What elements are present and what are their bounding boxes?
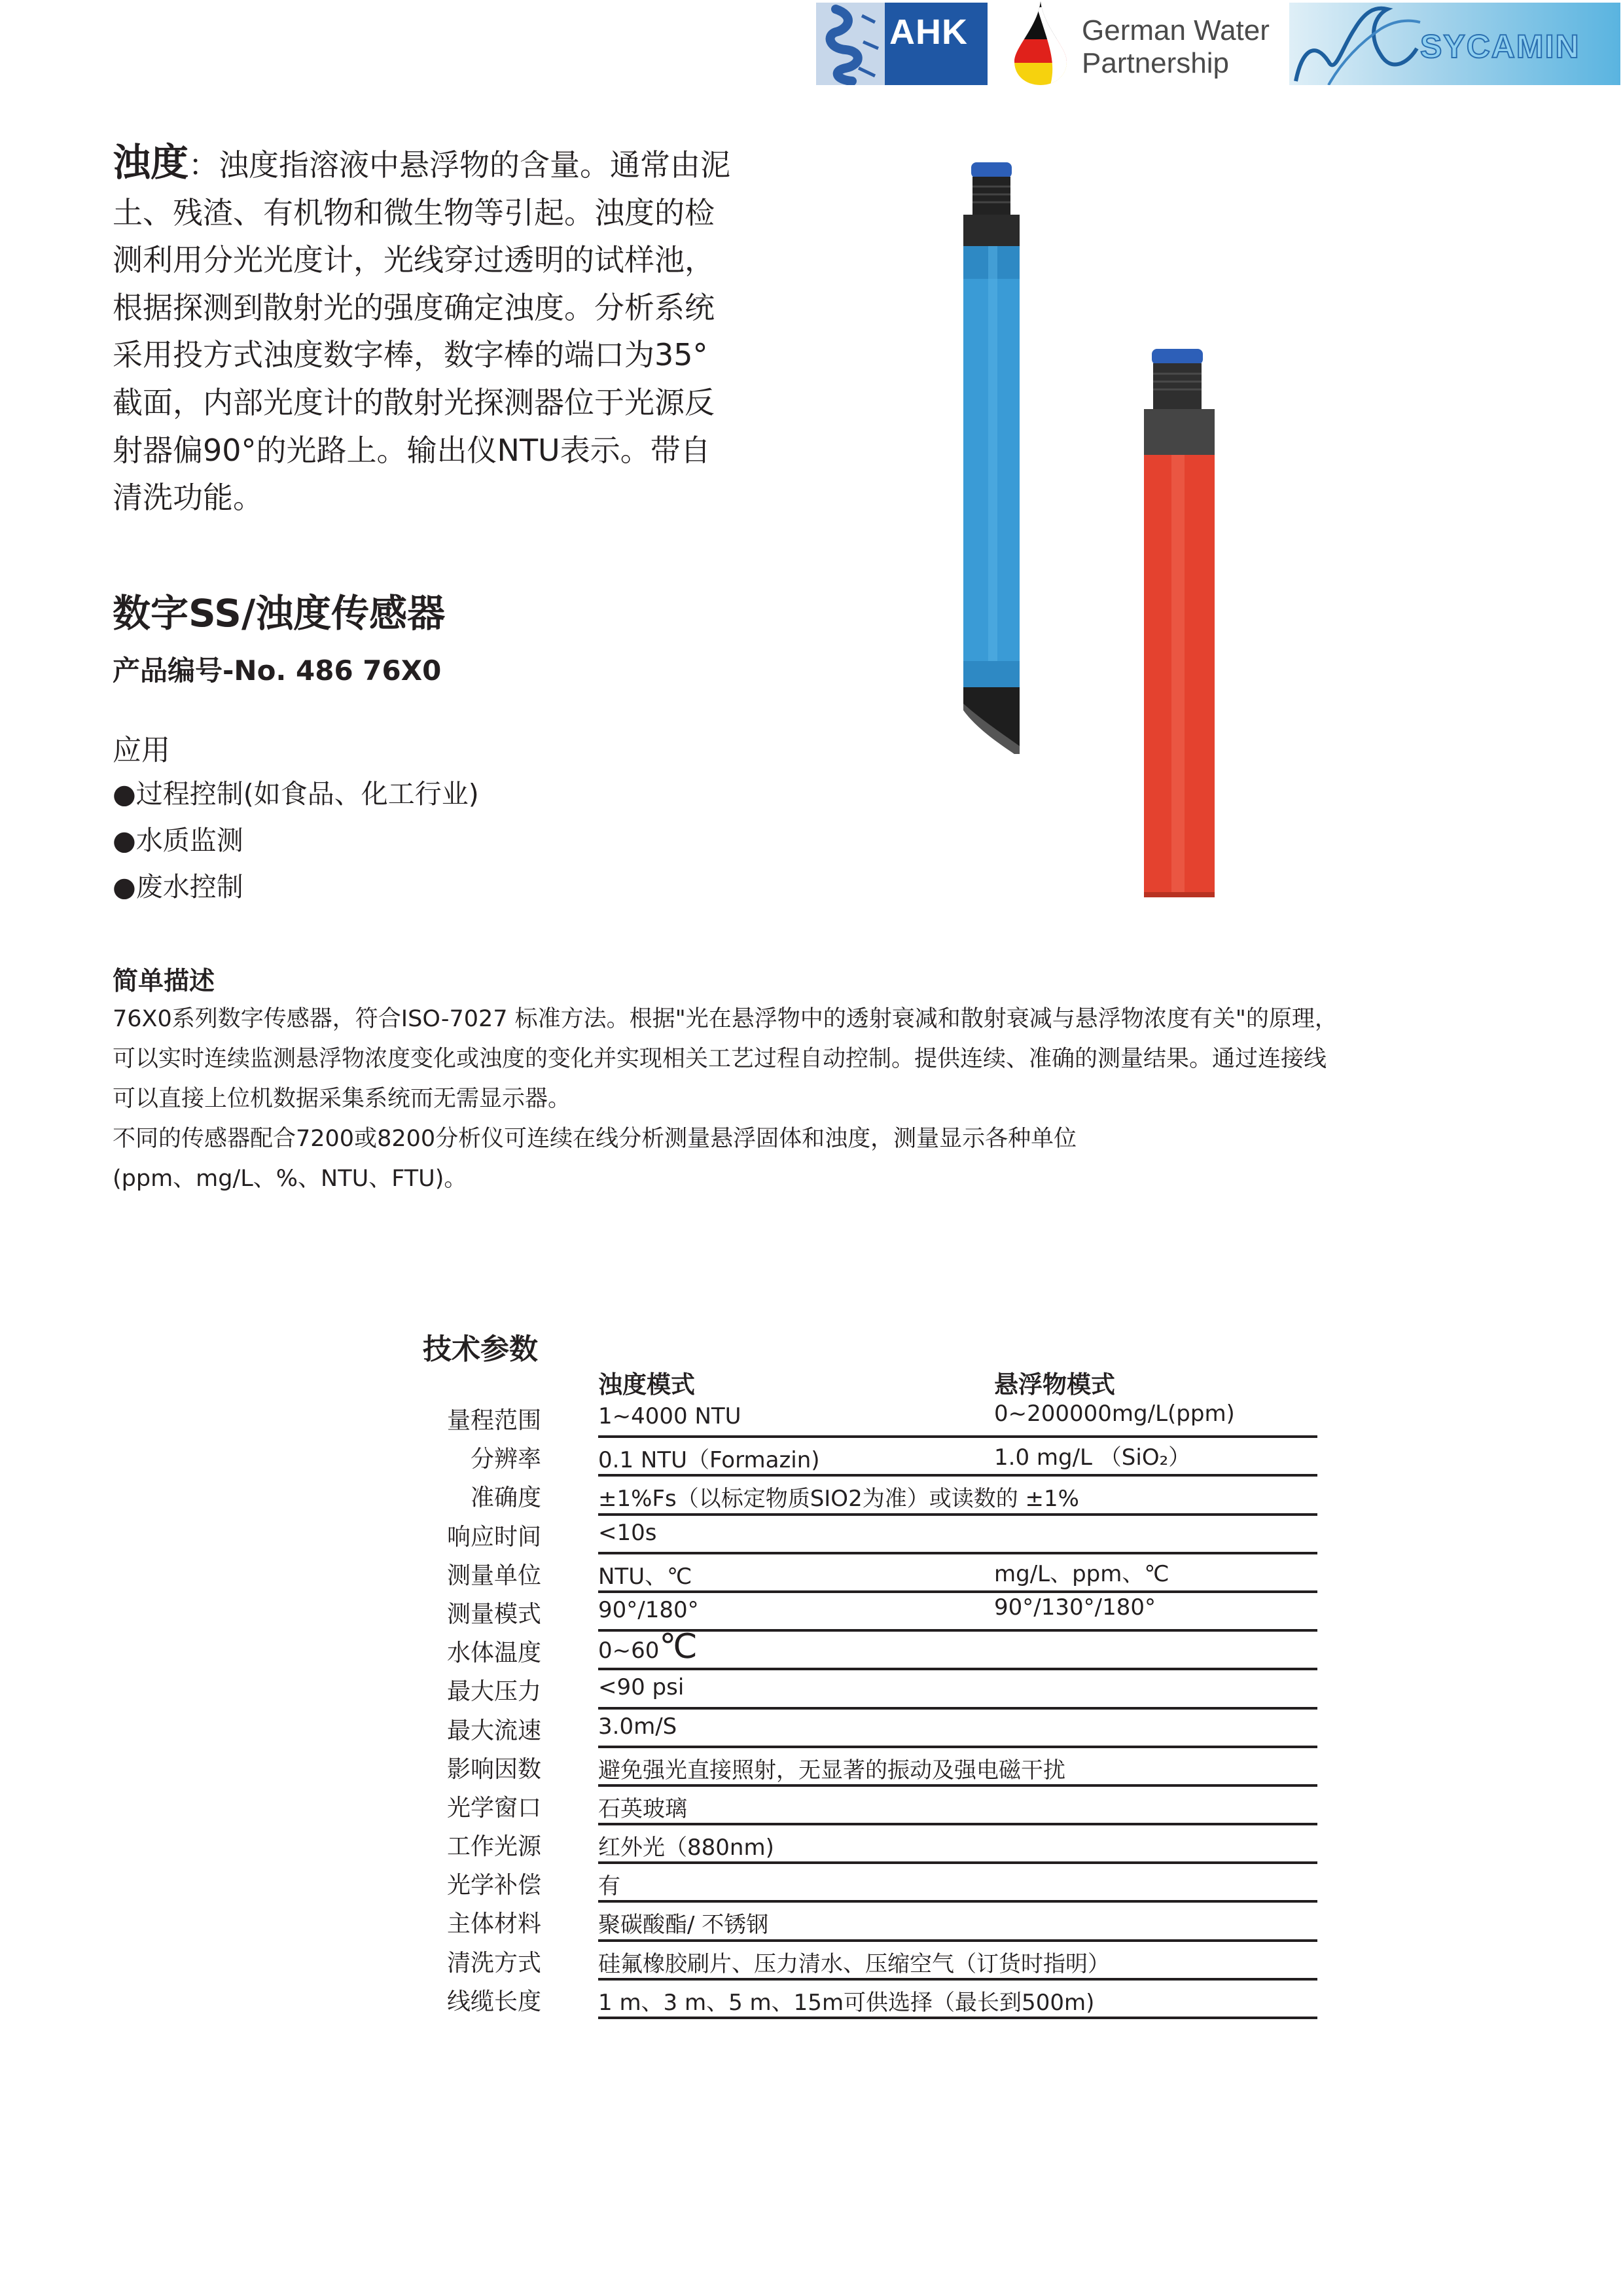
intro-colon: ： <box>188 147 219 183</box>
spec-row <box>419 1516 1317 1554</box>
spec-label: 光学补偿 <box>446 1872 541 1899</box>
application-item: ●过程控制(如食品、化工行业) <box>113 778 479 810</box>
spec-value-suspended-solids: 0~200000mg/L(ppm) <box>994 1401 1235 1427</box>
intro-text: 浊度指溶液中悬浮物的含量。通常由泥土、残渣、有机物和微生物等引起。浊度的检测利用分光光度计，光线穿过透明的试样池，根据探测到散射光的强度确定浊度。分析系统采用投方式浊度数字棒，数字棒的端口为35°截面，内部光度计的散射光探测器位于光源反射器偏90°的光路上。输出仪NTU表示。带自清洗功能。 <box>113 147 731 516</box>
spec-label: 量程范围 <box>446 1407 541 1434</box>
spec-value-text: 3.0m/S <box>598 1713 677 1740</box>
spec-row <box>419 1438 1317 1477</box>
spec-label: 光学窗口 <box>446 1794 541 1821</box>
spec-value-turbidity <box>598 1752 1065 1784</box>
spec-value-text: 90°/180° <box>598 1596 699 1623</box>
spec-label: 最大流速 <box>446 1717 541 1744</box>
spec-value-turbidity <box>598 1946 1110 1978</box>
ahk-logo-text: AHK <box>889 12 968 52</box>
sensor-cap <box>1152 349 1203 365</box>
specs-heading: 技术参数 <box>423 1333 538 1366</box>
spec-row <box>419 1825 1317 1864</box>
spec-value-suspended-solids: 1.0 mg/L （SiO₂） <box>994 1444 1191 1471</box>
spec-label: 响应时间 <box>446 1523 541 1551</box>
spec-value-turbidity <box>598 1829 774 1861</box>
spec-value-suspended-solids: mg/L、ppm、℃ <box>994 1560 1169 1587</box>
gwp-line-1: German Water <box>1082 14 1270 46</box>
spec-value-text: 硅氟橡胶刷片、压力清水、压缩空气（订货时指明） <box>598 1950 1110 1977</box>
spec-row <box>419 1593 1317 1632</box>
ahk-logo <box>816 3 988 85</box>
description-heading: 简单描述 <box>113 967 215 996</box>
product-number: 产品编号-No. 486 76X0 <box>113 655 442 687</box>
spec-value-text: <90 psi <box>598 1674 685 1701</box>
applications-heading: 应用 <box>113 734 170 767</box>
spec-value-turbidity <box>598 1403 741 1429</box>
spec-value-turbidity <box>598 1627 698 1667</box>
description-line: 不同的传感器配合7200或8200分析仪可连续在线分析测量悬浮固体和浊度，测量显示各种单位 <box>113 1126 1077 1152</box>
spec-row <box>419 1748 1317 1787</box>
description-line: 76X0系列数字传感器，符合ISO-7027 标准方法。根据"光在悬浮物中的透射衰减和散射衰减与悬浮物浓度有关"的原理， <box>113 1006 1338 1032</box>
spec-label: 测量单位 <box>446 1562 541 1589</box>
spec-row <box>419 1554 1317 1593</box>
spec-row <box>419 1710 1317 1748</box>
description-body <box>113 999 1421 1199</box>
sensor-cap <box>971 162 1012 178</box>
spec-value-text: 1 m、3 m、5 m、15m可供选择（最长到500m) <box>598 1989 1095 2016</box>
spec-row <box>419 1981 1317 2019</box>
german-water-partnership-logo <box>1008 1 1283 86</box>
spec-value-text: 有 <box>598 1873 620 1900</box>
spec-value-turbidity <box>598 1791 687 1823</box>
spec-label: 工作光源 <box>446 1833 541 1861</box>
spec-value-turbidity <box>598 1868 620 1900</box>
spec-row <box>419 1864 1317 1903</box>
row-divider <box>598 2017 1317 2019</box>
spec-row <box>419 1627 1317 1670</box>
spec-value-turbidity <box>598 1907 768 1939</box>
application-item: ●水质监测 <box>113 825 243 856</box>
spec-value-text: 石英玻璃 <box>598 1795 687 1822</box>
spec-value-turbidity <box>598 1480 1079 1513</box>
turbidity-mode-header: 浊度模式 <box>598 1371 695 1399</box>
specs-table <box>419 1399 1317 2019</box>
spec-row <box>419 1477 1317 1515</box>
red-sensor-image <box>1139 344 1224 901</box>
spec-value-text: 0.1 NTU（Formazin) <box>598 1447 820 1474</box>
applications-list <box>113 771 479 910</box>
application-item: ●废水控制 <box>113 871 243 903</box>
intro-keyword: 浊度 <box>113 140 189 185</box>
dragon-icon <box>816 3 885 85</box>
spec-value-text: 避免强光直接照射，无显著的振动及强电磁干扰 <box>598 1757 1065 1784</box>
water-drop-icon <box>1011 1 1070 86</box>
spec-label: 测量模式 <box>446 1600 541 1628</box>
spec-value-text: NTU、℃ <box>598 1563 692 1590</box>
spec-label: 主体材料 <box>446 1910 541 1938</box>
spec-value-turbidity <box>598 1558 692 1590</box>
spec-value-turbidity <box>598 1713 677 1740</box>
spec-value-turbidity <box>598 1674 684 1700</box>
spec-label: 影响因数 <box>446 1755 541 1783</box>
spec-label: 最大压力 <box>446 1678 541 1706</box>
spec-row <box>419 1670 1317 1709</box>
spec-row <box>419 1942 1317 1981</box>
spec-label: 线缆长度 <box>446 1988 541 2015</box>
spec-row <box>419 1903 1317 1941</box>
description-line: (ppm、mg/L、%、NTU、FTU)。 <box>113 1166 467 1192</box>
spec-label: 分辨率 <box>470 1446 541 1473</box>
gwp-line-2: Partnership <box>1082 47 1230 79</box>
spec-value-turbidity <box>598 1520 656 1546</box>
spec-value-text: 红外光（880nm) <box>598 1835 774 1861</box>
spec-value-suspended-solids: 90°/130°/180° <box>994 1594 1156 1621</box>
spec-value-turbidity <box>598 1597 699 1623</box>
intro-paragraph <box>113 139 731 522</box>
spec-label: 准确度 <box>470 1484 541 1512</box>
spec-value-turbidity <box>598 1984 1094 2017</box>
spec-label: 水体温度 <box>446 1640 541 1667</box>
spec-value-text: 1~4000 NTU <box>598 1403 741 1429</box>
spec-value-text: ±1%Fs（以标定物质SIO2为准）或读数的 ±1% <box>598 1486 1079 1513</box>
description-line: 可以实时连续监测悬浮物浓度变化或浊度的变化并实现相关工艺过程自动控制。提供连续、准确的测量结果。通过连接线 <box>113 1046 1327 1072</box>
celsius-unit: ℃ <box>659 1627 698 1667</box>
spec-row <box>419 1787 1317 1825</box>
spec-value-text: 聚碳酸酯/ 不锈钢 <box>598 1912 769 1939</box>
spec-row <box>419 1399 1317 1438</box>
blue-sensor-image <box>955 157 1041 759</box>
spec-value-text: <10s <box>598 1519 657 1546</box>
sycamin-logo <box>1289 3 1620 85</box>
product-title: 数字SS/浊度传感器 <box>113 591 446 636</box>
description-line: 可以直接上位机数据采集系统而无需显示器。 <box>113 1086 571 1112</box>
sycamin-logo-text: SYCAMIN <box>1420 28 1580 65</box>
spec-label: 清洗方式 <box>446 1949 541 1977</box>
spec-value-turbidity <box>598 1442 820 1474</box>
spec-value-text: 0~60 <box>598 1638 660 1664</box>
suspended-solids-mode-header: 悬浮物模式 <box>994 1371 1115 1399</box>
